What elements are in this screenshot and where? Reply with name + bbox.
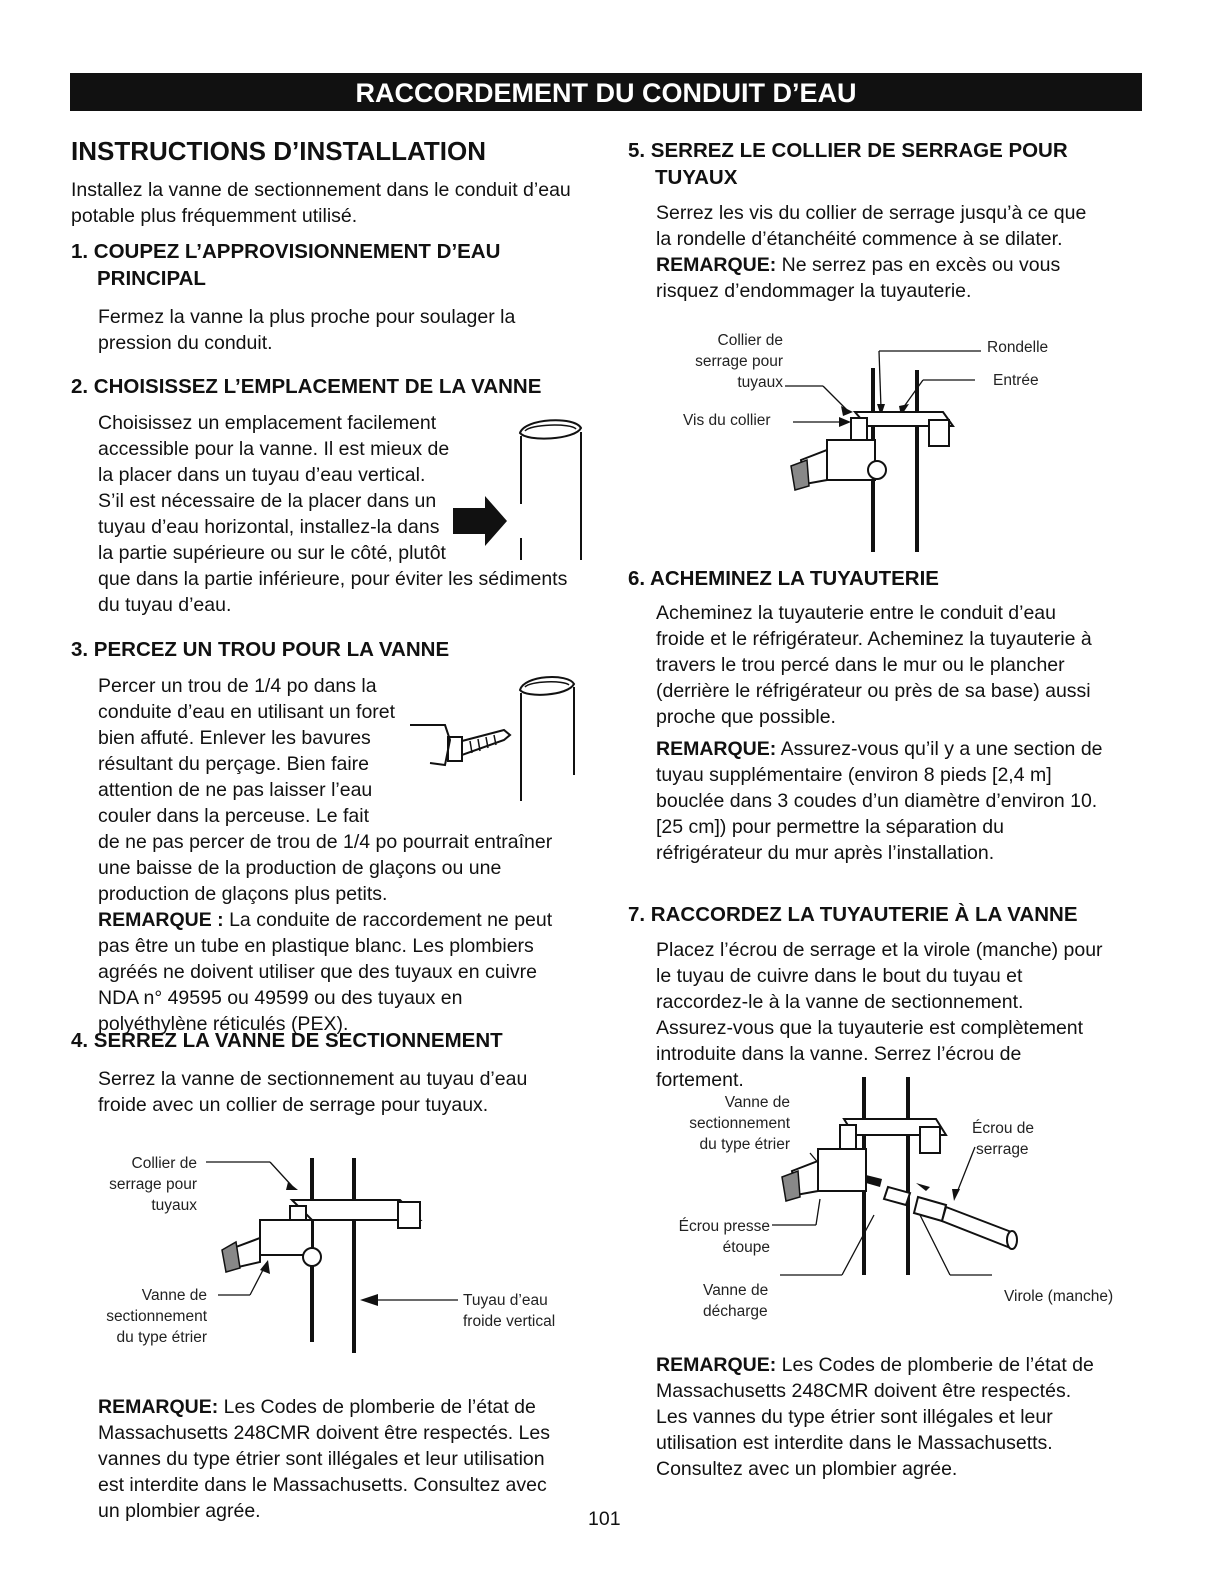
step-6-heading: 6. ACHEMINEZ LA TUYAUTERIE [628, 567, 939, 590]
label-line: Vanne de [141, 1287, 207, 1304]
label-line: serrage pour [695, 353, 783, 370]
section-title: INSTRUCTIONS D’INSTALLATION [71, 136, 487, 166]
label-line: froide vertical [463, 1313, 556, 1330]
tubing-connect-illustration [770, 1075, 1040, 1285]
heading-line: 5. SERREZ LE COLLIER DE SERRAGE POUR [628, 139, 1068, 162]
page-banner: RACCORDEMENT DU CONDUIT D’EAU [70, 73, 1142, 111]
step-7-text [656, 937, 1103, 1093]
label-line: Collier de [717, 332, 783, 349]
label-collier [60, 1153, 197, 1216]
note-label: REMARQUE: [656, 738, 777, 760]
note-label: REMARQUE: [656, 254, 777, 276]
text-line: du tuyau d’eau. [98, 594, 232, 616]
label-rondelle: Rondelle [987, 339, 1049, 356]
heading-line: PRINCIPAL [97, 267, 206, 290]
text-line: une baisse de la production de glaçons ou une [98, 857, 502, 879]
note-label: REMARQUE: [98, 1396, 219, 1418]
text-line: Serrez les vis du collier de serrage jusqu’à ce que [656, 202, 1087, 224]
label-line: serrage [976, 1141, 1029, 1158]
text-line: la placer dans un tuyau d’eau vertical. [98, 464, 426, 486]
text-line: est interdite dans le Massachusetts. Consultez avec [98, 1474, 547, 1496]
intro-text [71, 177, 571, 229]
text-line: introduite dans la vanne. Serrez l’écrou de [656, 1043, 1022, 1065]
text-line: Placez l’écrou de serrage et la virole (manche) pour [656, 939, 1103, 961]
text-line: vannes du type étrier sont illégales et leur utilisation [98, 1448, 545, 1470]
text-line: Choisissez un emplacement facilement [98, 412, 437, 434]
label-line: Écrou presse [678, 1218, 770, 1235]
label-line: serrage pour [109, 1176, 197, 1193]
label-virole: Virole (manche) [1004, 1288, 1114, 1305]
note-label: REMARQUE : [98, 909, 224, 931]
note-text: Les Codes de plomberie de l’état de [776, 1354, 1094, 1376]
text-line: Les vannes du type étrier sont illégales et leur [656, 1406, 1053, 1428]
label-vis: Vis du collier [683, 412, 771, 429]
text-line: le tuyau de cuivre dans le bout du tuyau et [656, 965, 1023, 987]
step-6-text [656, 600, 1103, 866]
text-line: couler dans la perceuse. Le fait [98, 805, 370, 827]
text-line: conduite d’eau en utilisant un foret [98, 701, 396, 723]
clamp-tighten-illustration [783, 340, 993, 555]
left-note [98, 1394, 550, 1524]
text-line: (derrière le réfrigérateur ou près de sa base) aussi [656, 680, 1091, 702]
step-5-text [656, 200, 1086, 304]
label-presse [650, 1216, 770, 1258]
text-line: production de glaçons plus petits. [98, 883, 388, 905]
label-decharge [703, 1280, 768, 1322]
text-line: accessible pour la vanne. Il est mieux de [98, 438, 450, 460]
note-label: REMARQUE: [656, 1354, 777, 1376]
text-line: Consultez avec un plombier agrée. [656, 1458, 958, 1480]
vertical-pipe-arrow-illustration [445, 418, 590, 568]
text-line: utilisation est interdite dans le Massachusetts. [656, 1432, 1053, 1454]
step-1-heading [71, 238, 500, 292]
label-vanne [60, 1285, 207, 1348]
text-line: NDA n° 49595 ou 49599 ou des tuyaux en [98, 987, 463, 1009]
step-7-heading: 7. RACCORDEZ LA TUYAUTERIE À LA VANNE [628, 903, 1078, 926]
text-line: pression du conduit. [98, 332, 273, 354]
text-line: raccordez-le à la vanne de sectionnement. [656, 991, 1024, 1013]
label-line: Écrou de [972, 1120, 1035, 1137]
step-4-text [98, 1066, 527, 1118]
note-text: Les Codes de plomberie de l’état de [218, 1396, 536, 1418]
right-note [656, 1352, 1094, 1482]
step-5-heading [628, 137, 1068, 191]
text-line: risquez d’endommager la tuyauterie. [656, 280, 972, 302]
saddle-valve-clamp-illustration [200, 1150, 460, 1355]
text-line: réfrigérateur du mur après l’installation. [656, 842, 995, 864]
label-line: Tuyau d’eau [463, 1292, 548, 1309]
text-line: S’il est nécessaire de la placer dans un [98, 490, 437, 512]
note-text: La conduite de raccordement ne peut [223, 909, 553, 931]
heading-line: TUYAUX [655, 166, 738, 189]
text-line: attention de ne pas laisser l’eau [98, 779, 373, 801]
text-line: polyéthylène réticulés (PEX). [98, 1013, 349, 1035]
label-line: tuyaux [151, 1197, 197, 1214]
text-line: agréés ne doivent utiliser que des tuyaux en cuivre [98, 961, 538, 983]
label-tuyau [463, 1290, 555, 1332]
text-line: Massachusetts 248CMR doivent être respectés. [656, 1380, 1072, 1402]
label-entree: Entrée [993, 372, 1039, 389]
text-line: Massachusetts 248CMR doivent être respectés. Les [98, 1422, 550, 1444]
text-line: la rondelle d’étanchéité commence à se dilater. [656, 228, 1063, 250]
text-line: Fermez la vanne la plus proche pour soulager la [98, 306, 516, 328]
drill-pipe-illustration [400, 675, 580, 805]
text-line: bien affuté. Enlever les bavures [98, 727, 371, 749]
text-line: proche que possible. [656, 706, 836, 728]
text-line: bouclée dans 3 coudes d’un diamètre d’environ 10. [656, 790, 1098, 812]
text-line: pas être un tube en plastique blanc. Les plombiers [98, 935, 534, 957]
label-line: étoupe [722, 1239, 770, 1256]
text-line: résultant du perçage. Bien faire [98, 753, 370, 775]
label-line: tuyaux [737, 374, 783, 391]
text-line: Percer un trou de 1/4 po dans la [98, 675, 377, 697]
label-line: sectionnement [689, 1115, 790, 1132]
heading-line: 1. COUPEZ L’APPROVISIONNEMENT D’EAU [71, 240, 501, 263]
label-line: sectionnement [106, 1308, 207, 1325]
page-number: 101 [588, 1508, 621, 1530]
text-line: travers le trou percé dans le mur ou le plancher [656, 654, 1065, 676]
note-text: Ne serrez pas en excès ou vous [776, 254, 1061, 276]
text-line: Installez la vanne de sectionnement dans le conduit d’eau [71, 179, 571, 201]
text-line: que dans la partie inférieure, pour éviter les sédiments [98, 568, 568, 590]
text-line: potable plus fréquemment utilisé. [71, 205, 358, 227]
text-line: froide et le réfrigérateur. Acheminez la tuyauterie à [656, 628, 1092, 650]
note-text: Assurez-vous qu’il y a une section de [776, 738, 1103, 760]
label-line: du type étrier [699, 1136, 790, 1153]
step-1-text [98, 304, 515, 356]
text-line: tuyau supplémentaire (environ 8 pieds [2,4 m] [656, 764, 1052, 786]
text-line: tuyau d’eau horizontal, installez-la dans [98, 516, 440, 538]
text-line: un plombier agrée. [98, 1500, 261, 1522]
step-3-note [98, 907, 552, 933]
text-line: Assurez-vous que la tuyauterie est complètement [656, 1017, 1084, 1039]
label-line: décharge [703, 1303, 768, 1320]
label-line: Vanne de [703, 1282, 769, 1299]
label-line: Vanne de [724, 1094, 790, 1111]
step-4-heading: 4. SERREZ LA VANNE DE SECTIONNEMENT [71, 1029, 503, 1052]
step-3-heading: 3. PERCEZ UN TROU POUR LA VANNE [71, 638, 450, 661]
text-line: de ne pas percer de trou de 1/4 po pourrait entraîner [98, 831, 553, 853]
step-2-heading: 2. CHOISISSEZ L’EMPLACEMENT DE LA VANNE [71, 375, 542, 398]
text-line: [25 cm]) pour permettre la séparation du [656, 816, 1004, 838]
label-collier-5 [640, 330, 783, 393]
text-line: froide avec un collier de serrage pour tuyaux. [98, 1094, 489, 1116]
text-line: la partie supérieure ou sur le côté, plutôt [98, 542, 446, 564]
label-line: du type étrier [116, 1329, 207, 1346]
label-line: Collier de [131, 1155, 197, 1172]
text-line: Acheminez la tuyauterie entre le conduit d’eau [656, 602, 1056, 624]
text-line: fortement. [656, 1069, 744, 1091]
text-line: Serrez la vanne de sectionnement au tuyau d’eau [98, 1068, 528, 1090]
